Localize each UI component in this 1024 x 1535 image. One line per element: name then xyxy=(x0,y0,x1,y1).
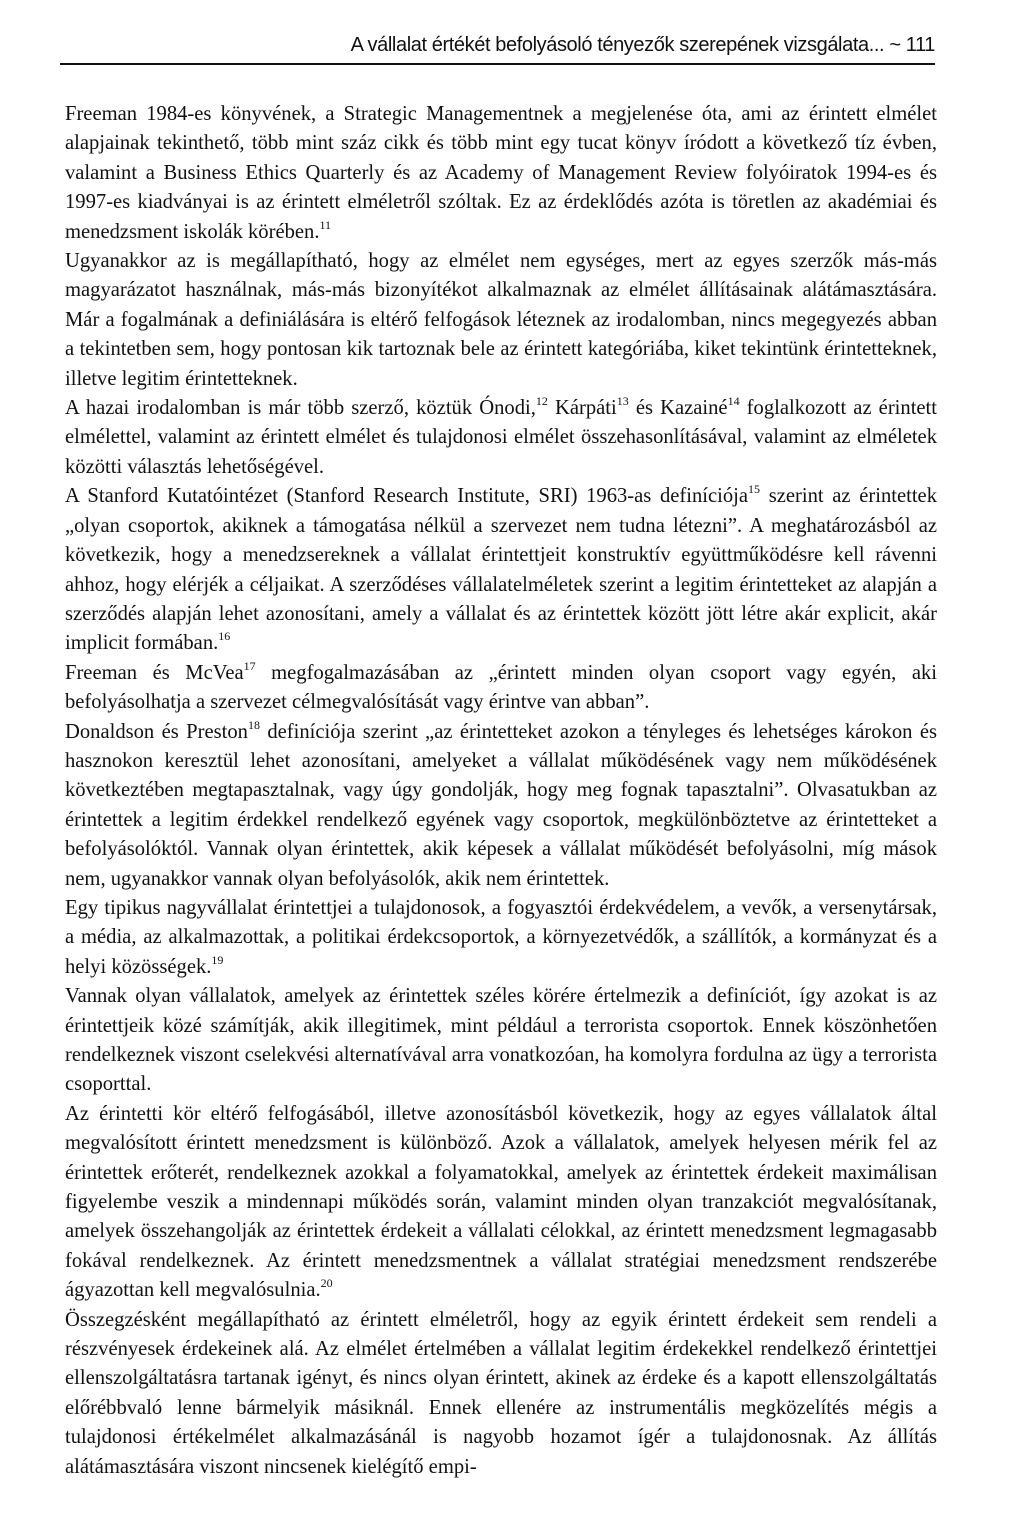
paragraph-text: A Stanford Kutatóintézet (Stanford Research Institute, SRI) 1963-as definíciója xyxy=(65,485,749,508)
footnote-ref: 20 xyxy=(320,1276,333,1291)
footnote-ref: 16 xyxy=(218,629,231,644)
paragraph-text: A hazai irodalomban is már több szerző, köztük Ónodi, xyxy=(65,397,536,420)
header-separator: ~ xyxy=(889,34,901,56)
paragraph xyxy=(65,1306,937,1482)
paragraph-text: szerint az érintettek „olyan csoportok, akiknek a támogatása nélkül a szervezet nem tudna létezni”. A meghatározásból az következik, hogy a menedzsereknek a vállalat érintettjeit konstruktív együttműködésre kell rávenni ahhoz, hogy elérjék a céljaikat. A szerződéses vállalatelméletek szerint a legitim érintetteket az alapján a szerződés alapján lehet azonosítani, amely a vállalat és az érintettek között jött létre akár explicit, akár implicit formában. xyxy=(65,485,937,655)
header-rule xyxy=(60,63,935,65)
paragraph xyxy=(65,982,937,1100)
footnote-ref: 19 xyxy=(211,952,224,967)
page-number: 111 xyxy=(905,34,935,56)
header-text xyxy=(351,34,935,57)
footnote-ref: 11 xyxy=(319,217,332,232)
footnote-ref: 15 xyxy=(748,482,761,497)
paragraph xyxy=(65,659,937,718)
footnote-ref: 17 xyxy=(243,658,256,673)
footnote-ref: 14 xyxy=(727,394,740,409)
body-text xyxy=(65,100,937,1482)
running-header xyxy=(60,30,935,64)
paragraph xyxy=(65,482,937,658)
paragraph xyxy=(65,1100,937,1306)
paragraph-text: és Kazainé xyxy=(628,397,728,420)
paragraph xyxy=(65,100,937,247)
paragraph xyxy=(65,894,937,982)
paragraph-text: Vannak olyan vállalatok, amelyek az érintettek széles körére értelmezik a definíciót, így azokat is az érintettjeik közé számítják, akik illegitimek, mint például a terrorista csoportok. Ennek köszönhetően rendelkeznek viszont cselekvési alternatívával arra vonatkozóan, ha komolyra fordulna az ügy a terrorista csoporttal. xyxy=(65,985,937,1096)
paragraph xyxy=(65,247,937,394)
paragraph-text: foglalkozott az érintett elmélettel, valamint az érintett elmélet és tulajdonosi elmélet összehasonlításával, valamint az elméletek közötti választás lehetőségével. xyxy=(65,397,938,478)
paragraph xyxy=(65,394,937,482)
paragraph xyxy=(65,718,937,894)
paragraph-text: Ugyanakkor az is megállapítható, hogy az elmélet nem egységes, mert az egyes szerzők más-más magyarázatot használnak, más-más bizonyítékot alkalmaznak az elmélet állításainak alátámasztására. Már a fogalmának a definiálására is eltérő felfogások léteznek az irodalomban, nincs megegyezés abban a tekintetben sem, hogy pontosan kik tartoznak bele az érintett kategóriába, kiket tekintünk érintetteknek, illetve legitim érintetteknek. xyxy=(65,250,937,390)
footnote-ref: 12 xyxy=(535,394,548,409)
paragraph-text: Összegzésként megállapítható az érintett elméletről, hogy az egyik érintett érdekeit sem rendeli a részvényesek érdekeinek alá. Az elmélet értelmében a vállalat legitim érdekekkel rendelkező érintettjei ellenszolgáltatásra tartanak igényt, és nincs olyan érintett, akinek az érdeke és a kapott ellenszolgáltatás előrébbvaló lenne bármelyik másiknál. Ennek ellenére az instrumentális megközelítés mégis a tulajdonosi értékelmélet alkalmazásánál is nagyobb hozamot ígér a tulajdonosnak. Az állítás alátámasztására viszont nincsenek kielégítő empi- xyxy=(65,1308,937,1478)
footnote-ref: 13 xyxy=(616,394,629,409)
paragraph-text: Kárpáti xyxy=(547,397,617,420)
paragraph-text: Freeman és McVea xyxy=(65,661,244,684)
header-title: A vállalat értékét befolyásoló tényezők szerepének vizsgálata... xyxy=(350,34,885,56)
paragraph-text: definíciója szerint „az érintetteket azokon a tényleges és lehetséges károkon és hasznokon keresztül lehet azonosítani, amelyeket a vállalat működésének vagy nem működésének következtében megtapasztalnak, vagy úgy gondolják, hogy meg fognak tapasztalni”. Olvasatukban az érintettek a legitim érdekkel rendelkező egyének vagy csoportok, megkülönböztetve az érintetteket a befolyásolóktól. Vannak olyan érintettek, akik képesek a vállalat működését befolyásolni, míg mások nem, ugyanakkor vannak olyan befolyásolók, akik nem érintettek. xyxy=(65,720,937,890)
paragraph-text: megfogalmazásában az „érintett minden olyan csoport vagy egyén, aki befolyásolhatja a szervezet célmegvalósítását vagy érintve van abban”. xyxy=(65,661,937,714)
paragraph-text: Egy tipikus nagyvállalat érintettjei a tulajdonosok, a fogyasztói érdekvédelem, a vevők, a versenytársak, a média, az alkalmazottak, a politikai érdekcsoportok, a környezetvédők, a szállítók, a kormányzat és a helyi közösségek. xyxy=(65,896,937,978)
paragraph-text: Freeman 1984-es könyvének, a Strategic Managementnek a megjelenése óta, ami az érintett elmélet alapjainak tekinthető, több mint száz cikk és több mint egy tucat könyv íródott a következő tíz évben, valamint a Business Ethics Quarterly és az Academy of Management Review folyóiratok 1994-es és 1997-es kiadványai is az érintett elméletről szóltak. Ez az érdeklődés azóta is töretlen az akadémiai és menedzsment iskolák körében. xyxy=(65,103,937,243)
footnote-ref: 18 xyxy=(247,717,260,732)
paragraph-text: Donaldson és Preston xyxy=(65,720,248,743)
paragraph-text: Az érintetti kör eltérő felfogásából, illetve azonosításból következik, hogy az egyes vállalatok által megvalósított érintett menedzsment is különböző. Azok a vállalatok, amelyek helyesen mérik fel az érintettek erőterét, rendelkeznek azokkal a folyamatokkal, amelyek az érintettek érdekeit maximálisan figyelembe veszik a mindennapi működés során, valamint minden olyan tranzakciót megvalósítanak, amelyek összehangolják az érintettek érdekeit a vállalati célokkal, az érintett menedzsment legmagasabb fokával rendelkeznek. Az érintett menedzsmentnek a vállalat stratégiai menedzsment rendszerébe ágyazottan kell megvalósulnia. xyxy=(65,1102,937,1302)
